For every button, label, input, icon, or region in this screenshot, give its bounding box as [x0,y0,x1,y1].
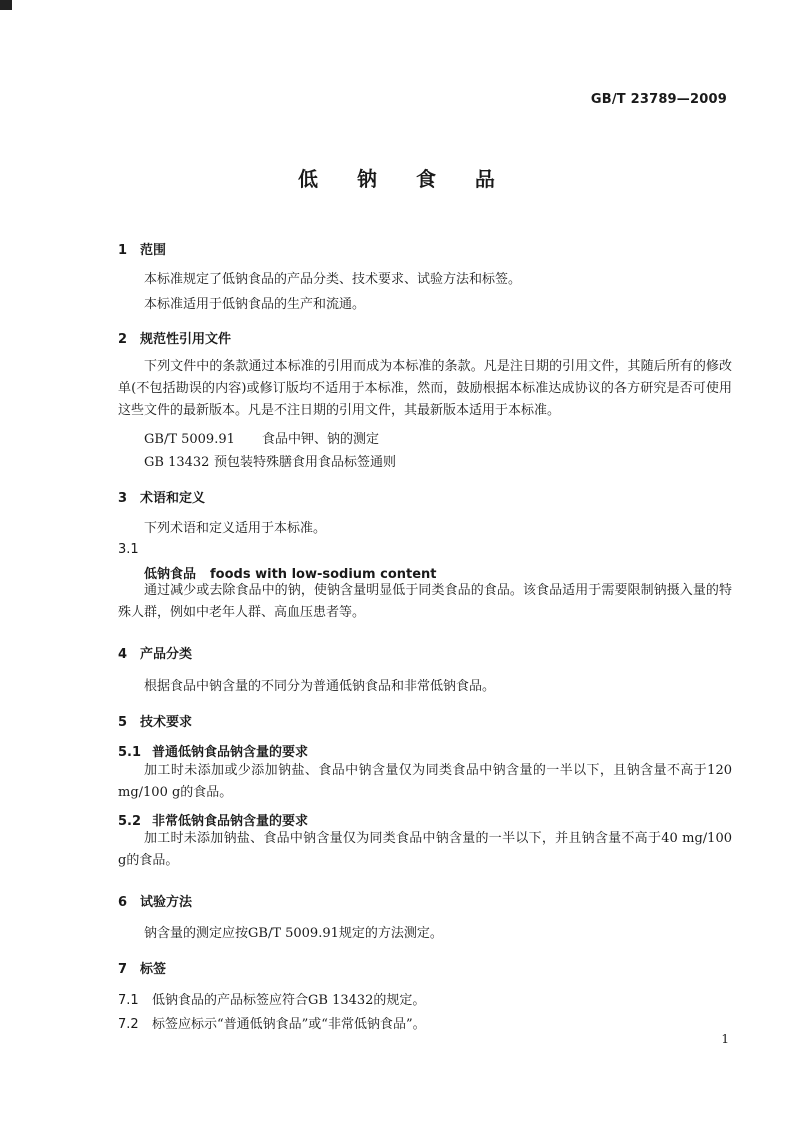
label-item [118,989,425,1008]
reference-code: GB/T 5009.91 [144,432,235,447]
section-title: 规范性引用文件 [140,332,232,347]
subsection-5-2-heading [118,810,308,829]
label-item [118,1013,426,1032]
section-number: 5 [118,715,128,730]
section-2-heading [118,328,231,347]
term-number: 3.1 [118,542,139,557]
section-3-heading [118,487,205,506]
section-number: 1 [118,243,128,258]
term-english: foods with low-sodium content [210,567,437,582]
subsection-5-1-text: 加工时未添加或少添加钠盐、食品中钠含量仅为同类食品中钠含量的一半以下，且钠含量不高于120 mg/100 g的食品。 [118,763,732,800]
subsection-number: 5.2 [118,814,142,829]
section-6-heading [118,891,192,910]
section-6-paragraph-1: 钠含量的测定应按GB/T 5009.91规定的方法测定。 [144,926,443,941]
item-number: 7.2 [118,1017,139,1032]
section-number: 3 [118,491,128,506]
term-chinese: 低钠食品 [144,567,197,582]
item-text: 标签应标示“普通低钠食品”或“非常低钠食品”。 [152,1017,426,1032]
section-number: 2 [118,332,128,347]
item-text: 低钠食品的产品标签应符合GB 13432的规定。 [152,993,426,1008]
subsection-title: 普通低钠食品钠含量的要求 [152,745,309,760]
section-title: 试验方法 [140,895,193,910]
section-1-heading [118,239,166,258]
section-5-heading [118,711,192,730]
section-number: 4 [118,647,128,662]
item-number: 7.1 [118,993,139,1008]
reference-name: 预包装特殊膳食用食品标签通则 [214,455,397,470]
section-title: 术语和定义 [140,491,206,506]
corner-mark [0,0,12,10]
section-title: 产品分类 [140,647,193,662]
section-1-paragraph-1: 本标准规定了低钠食品的产品分类、技术要求、试验方法和标签。 [144,272,522,287]
section-title: 范围 [140,243,167,258]
reference-item [144,451,396,470]
section-4-paragraph-1: 根据食品中钠含量的不同分为普通低钠食品和非常低钠食品。 [144,679,496,694]
subsection-5-1-heading [118,741,308,760]
section-7-heading [118,958,166,977]
section-number: 6 [118,895,128,910]
section-1-paragraph-2: 本标准适用于低钠食品的生产和流通。 [144,297,366,312]
standard-code: GB/T 23789—2009 [590,92,727,107]
section-title: 标签 [140,962,167,977]
subsection-title: 非常低钠食品钠含量的要求 [152,814,309,829]
section-number: 7 [118,962,128,977]
section-4-heading [118,643,192,662]
section-2-paragraph-1: 下列文件中的条款通过本标准的引用而成为本标准的条款。凡是注日期的引用文件，其随后所有的修改单(不包括勘误的内容)或修订版均不适用于本标准，然而，鼓励根据本标准达成协议的各方研究是否可使用这些文件的最新版本。凡是不注日期的引用文件，其最新版本适用于本标准。 [118,359,732,418]
document-title: 低 钠 食 品 [298,167,511,191]
reference-code: GB 13432 [144,455,210,470]
page-number: 1 [721,1032,729,1046]
subsection-number: 5.1 [118,745,142,760]
section-3-paragraph-1: 下列术语和定义适用于本标准。 [144,521,327,536]
reference-item [144,428,379,447]
subsection-5-2-text: 加工时未添加钠盐、食品中钠含量仅为同类食品中钠含量的一半以下，并且钠含量不高于40 mg/100 g的食品。 [118,831,732,868]
section-title: 技术要求 [140,715,193,730]
reference-name: 食品中钾、钠的测定 [262,432,380,447]
term-definition: 通过减少或去除食品中的钠，使钠含量明显低于同类食品的食品。该食品适用于需要限制钠摄入量的特殊人群，例如中老年人群、高血压患者等。 [118,583,732,620]
